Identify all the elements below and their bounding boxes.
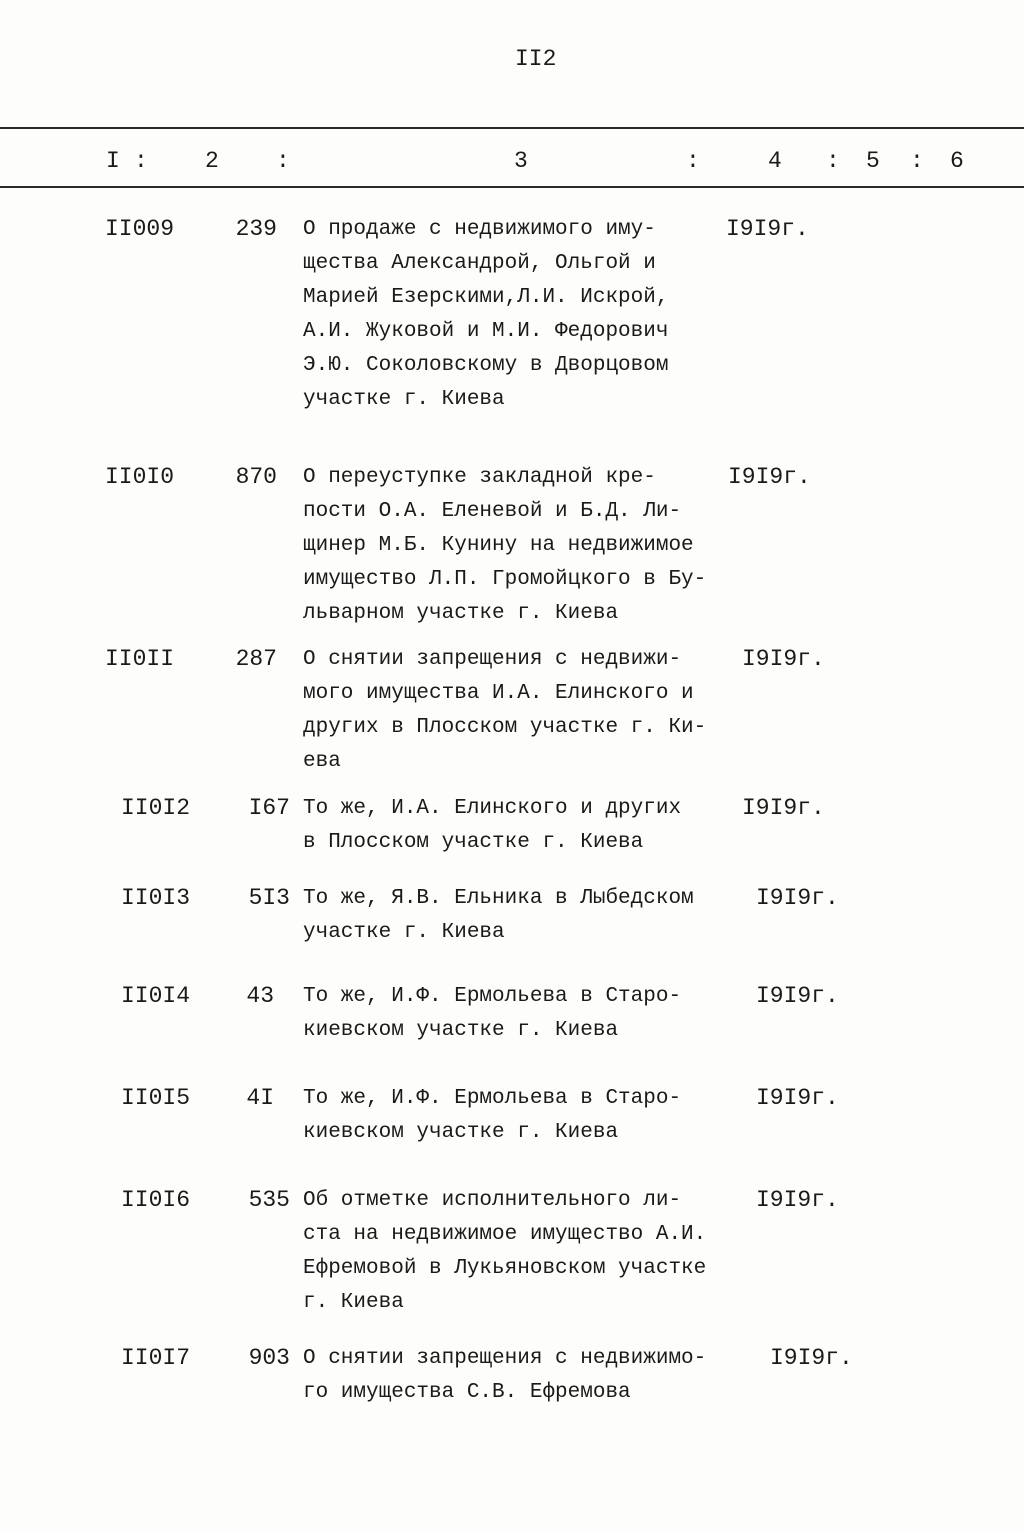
case-count: 287: [235, 646, 277, 672]
column-header-3: 3: [514, 148, 528, 174]
title-line: льварном участке г. Киева: [303, 602, 619, 625]
entry-year: I9I9г.: [742, 795, 825, 821]
title-line: го имущества С.В. Ефремова: [303, 1381, 631, 1404]
table-header-rule: [0, 186, 1024, 188]
table-top-rule: [0, 127, 1024, 129]
title-line: О снятии запрещения с недвижи-: [303, 648, 682, 671]
entry-title: [303, 461, 743, 631]
entry-title: [303, 1082, 743, 1150]
title-line: щества Александрой, Ольгой и: [303, 252, 656, 275]
title-line: Об отметке исполнительного ли-: [303, 1189, 682, 1212]
title-line: То же, И.Ф. Ермольева в Старо-: [303, 985, 682, 1008]
column-header-1: I: [106, 148, 120, 174]
case-count: 903: [248, 1345, 290, 1371]
title-line: киевском участке г. Киева: [303, 1019, 619, 1042]
column-separator: :: [276, 148, 290, 174]
title-line: Э.Ю. Соколовскому в Дворцовом: [303, 354, 669, 377]
title-line: ста на недвижимое имущество А.И.: [303, 1223, 707, 1246]
title-line: щинер М.Б. Кунину на недвижимое: [303, 534, 694, 557]
case-count: 870: [235, 464, 277, 490]
entry-title: [303, 643, 743, 779]
title-line: А.И. Жуковой и М.И. Федорович: [303, 320, 669, 343]
entry-number: II0I4: [121, 983, 191, 1009]
entry-year: I9I9г.: [728, 464, 811, 490]
entry-year: I9I9г.: [770, 1345, 853, 1371]
title-line: г. Киева: [303, 1291, 404, 1314]
entry-year: I9I9г.: [726, 216, 809, 242]
title-line: Ефремовой в Лукьяновском участке: [303, 1257, 707, 1280]
case-count: 239: [235, 216, 277, 242]
entry-number: II0I3: [121, 885, 191, 911]
entry-title: [303, 980, 743, 1048]
entry-year: I9I9г.: [756, 1187, 839, 1213]
entry-number: II0I0: [105, 464, 175, 490]
title-line: участке г. Киева: [303, 921, 505, 944]
entry-title: [303, 792, 743, 860]
title-line: То же, И.Ф. Ермольева в Старо-: [303, 1087, 682, 1110]
title-line: участке г. Киева: [303, 388, 505, 411]
entry-number: II0I6: [121, 1187, 191, 1213]
title-line: пости О.А. Еленевой и Б.Д. Ли-: [303, 500, 682, 523]
title-line: О переуступке закладной кре-: [303, 466, 656, 489]
column-separator: :: [910, 148, 924, 174]
page-number: II2: [515, 46, 557, 72]
case-count: 535: [248, 1187, 290, 1213]
entry-title: [303, 1184, 743, 1320]
entry-title: [303, 882, 743, 950]
case-count: I67: [248, 795, 290, 821]
column-header-4: 4: [768, 148, 782, 174]
title-line: других в Плосском участке г. Ки-: [303, 716, 707, 739]
title-line: в Плосском участке г. Киева: [303, 831, 644, 854]
entry-year: I9I9г.: [756, 1085, 839, 1111]
case-count: 5I3: [248, 885, 290, 911]
column-separator: :: [826, 148, 840, 174]
title-line: мого имущества И.А. Елинского и: [303, 682, 694, 705]
case-count: 4I: [246, 1085, 274, 1111]
title-line: То же, И.А. Елинского и других: [303, 797, 682, 820]
column-separator: :: [134, 148, 148, 174]
case-count: 43: [246, 983, 274, 1009]
entry-number: II0I7: [121, 1345, 191, 1371]
column-separator: :: [686, 148, 700, 174]
title-line: имущество Л.П. Громойцкого в Бу-: [303, 568, 707, 591]
title-line: ева: [303, 750, 341, 773]
entry-number: II009: [105, 216, 175, 242]
entry-year: I9I9г.: [742, 646, 825, 672]
entry-title: [303, 213, 743, 417]
column-header-5: 5: [866, 148, 880, 174]
entry-year: I9I9г.: [756, 885, 839, 911]
title-line: Марией Езерскими,Л.И. Искрой,: [303, 286, 669, 309]
entry-number: II0II: [105, 646, 175, 672]
title-line: киевском участке г. Киева: [303, 1121, 619, 1144]
title-line: О продаже с недвижимого иму-: [303, 218, 656, 241]
title-line: О снятии запрещения с недвижимо-: [303, 1347, 707, 1370]
title-line: То же, Я.В. Ельника в Лыбедском: [303, 887, 694, 910]
column-header-6: 6: [950, 148, 964, 174]
entry-number: II0I5: [121, 1085, 191, 1111]
entry-title: [303, 1342, 743, 1410]
entry-number: II0I2: [121, 795, 191, 821]
entry-year: I9I9г.: [756, 983, 839, 1009]
column-header-2: 2: [205, 148, 219, 174]
